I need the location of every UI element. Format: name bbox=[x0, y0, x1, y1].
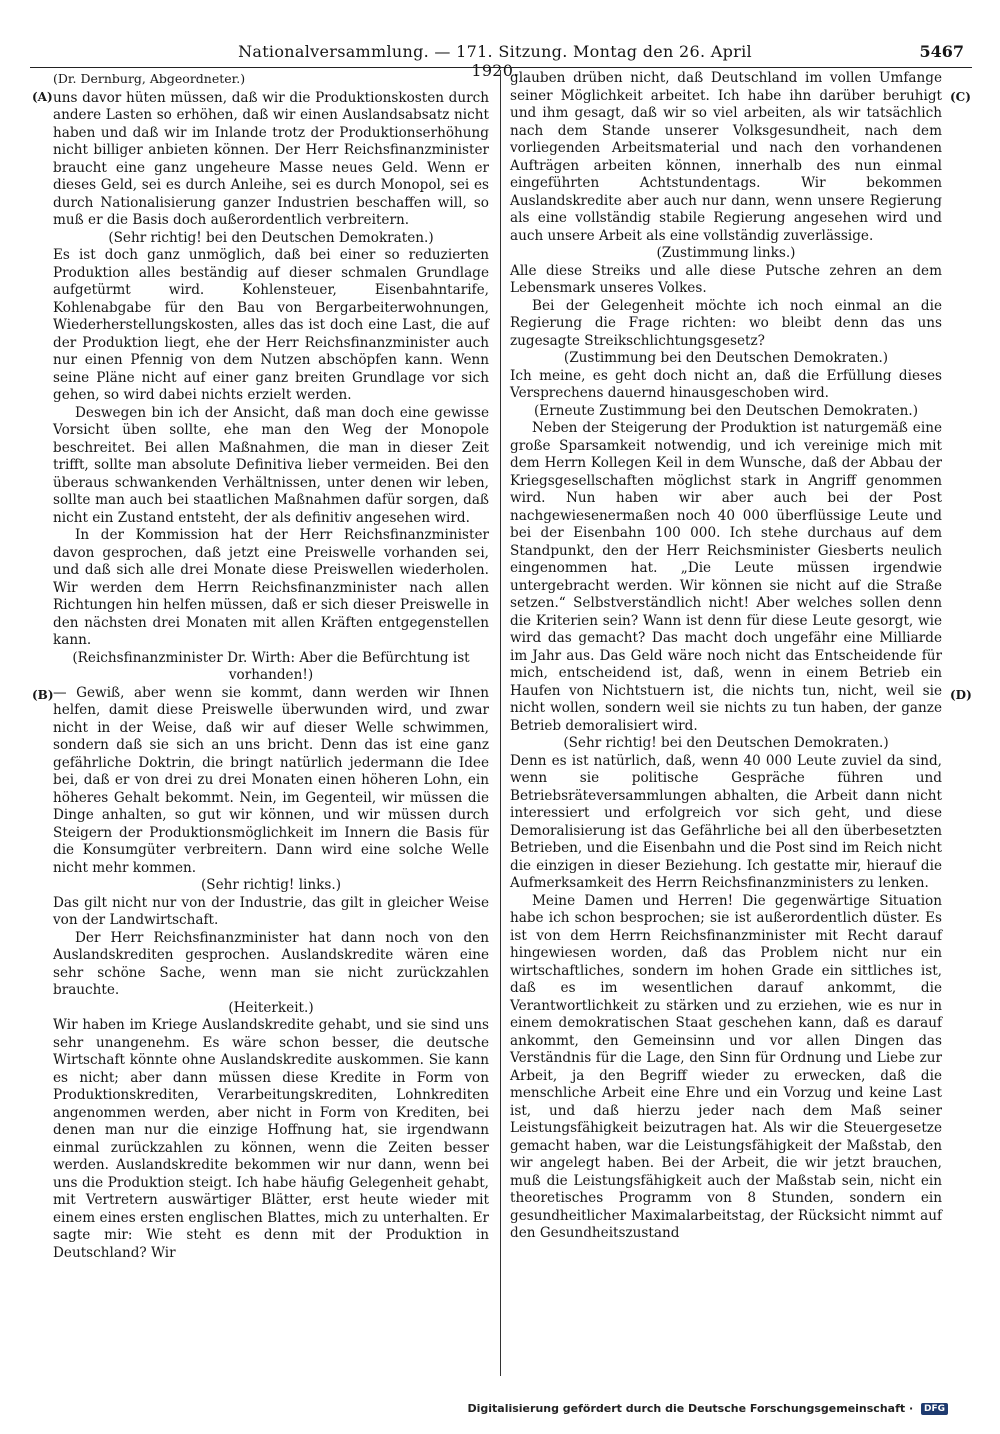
paragraph: In der Kommission hat der Herr Reichsfinanzminister davon gesprochen, daß jetzt eine Preiswelle vorhanden sei, und daß sich alle drei Monate diese Preiswellen wiederholen. Wir werden dem Herrn Reichsfinanzminister nach allen Richtungen hin helfen müssen, daß er sich dieser Preiswelle in den nächsten drei Monaten mit allen Kräften entgegenstellen kann. bbox=[53, 527, 489, 648]
left-column bbox=[53, 70, 489, 1262]
paragraph: Bei der Gelegenheit möchte ich noch einmal an die Regierung die Frage richten: wo bleibt denn das uns zugesagte Streikschlichtungsgesetz? bbox=[510, 297, 942, 349]
interjection: (Sehr richtig! bei den Deutschen Demokraten.) bbox=[108, 229, 434, 246]
interjection: (Heiterkeit.) bbox=[228, 999, 314, 1016]
margin-marker-b: (B) bbox=[32, 688, 54, 702]
interjection: (Zustimmung bei den Deutschen Demokraten.) bbox=[563, 350, 889, 366]
paragraph: glauben drüben nicht, daß Deutschland im vollen Umfange seiner Möglichkeit arbeitet. Ich habe ihn darüber beruhigt und ihm gesagt, daß wir so viel arbeiten, als wir tatsächlich nach dem Stande unserer Volksgesundheit, nach dem vorliegenden Arbeitsmaterial und nach den vorhandenen Aufträgen arbeiten können, innerhalb des nun einmal eingeführten Achtstundentags. Wir bekommen Auslandskredite aber auch nur dann, wenn unsere Regierung als eine vollständig stabile Regierung angesehen wird und auch unsere Arbeit als eine vollständig zuverlässige. bbox=[510, 70, 942, 244]
credit-text: Digitalisierung gefördert durch die Deutsche Forschungsgemeinschaft · bbox=[467, 1402, 914, 1415]
interjection: (Zustimmung links.) bbox=[656, 245, 796, 261]
right-column bbox=[510, 70, 942, 1243]
paragraph: Alle diese Streiks und alle diese Putsche zehren an dem Lebensmark unseres Volkes. bbox=[510, 262, 942, 296]
paragraph: — Gewiß, aber wenn sie kommt, dann werden wir Ihnen helfen, damit diese Preiswelle überwunden wird, und zwar nicht in der Weise, daß wir auf dieser Welle schwimmen, sondern daß sie sich an uns bricht. Denn das ist eine ganz gefährliche Doktrin, die bringt natürlich jedermann die Idee bei, daß er von drei zu drei Monaten einen höheren Lohn, ein höheres Gehalt bekommt. Nein, im Gegenteil, wir müssen die Dinge anhalten, so gut wir können, und wir müssen durch Steigern der Produktionsmöglichkeit im Innern die Basis für die Konsumgüter verbreitern. Dann wird eine solche Welle nicht mehr kommen. bbox=[53, 684, 489, 876]
interjection: (Sehr richtig! links.) bbox=[200, 877, 342, 893]
running-header: Nationalversammlung. — 171. Sitzung. Montag den 26. April 1920. bbox=[238, 42, 752, 80]
margin-marker-a: (A) bbox=[32, 90, 53, 104]
paragraph: Es ist doch ganz unmöglich, daß bei einer so reduzierten Produktion alles beständig auf dieser schmalen Grundlage aufgetürmt wird. Kohlensteuer, Eisenbahntarife, Kohlenabgabe für den Bau von Bergarbeiterwohnungen, Wiederherstellungskosten, alles das ist doch eine Last, die auf der Produktion liegt, ehe der Herr Reichsfinanzminister auch nur einen Pfennig von dem Nutzen abschöpfen kann. Wenn seine Pläne nicht auf einer ganz breiten Grundlage vor sich gehen, so wird dabei nichts erzielt werden. bbox=[53, 247, 489, 403]
paragraph: Ich meine, es geht doch nicht an, daß die Erfüllung dieses Versprechens dauernd hinausgeschoben wird. bbox=[510, 367, 942, 401]
paragraph: Denn es ist natürlich, daß, wenn 40 000 Leute zuviel da sind, wenn sie politische Gespräche führen und Betriebsräteversammlungen abhalten, die Arbeit dann nicht interessiert und erfolgreich vor sich geht, und diese Demoralisierung ist das Gefährliche bei all den überbesetzten Betrieben, und die Eisenbahn und die Post sind im Reich nicht die einzigen in dieser Beziehung. Ich gestatte mir, hierauf die Aufmerksamkeit des Herrn Reichsfinanzministers zu lenken. bbox=[510, 752, 942, 891]
paragraph: Deswegen bin ich der Ansicht, daß man doch eine gewisse Vorsicht üben sollte, ehe man den Weg der Monopole beschreitet. Bei allen Maßnahmen, die man in dieser Zeit trifft, sollte man absolute Definitiva lieber vermeiden. Bei den überaus schwankenden Verhältnissen, unter denen wir leben, sollte man auch bei staatlichen Maßnahmen dafür sorgen, daß nicht ein Zustand entsteht, der als definitiv angesehen wird. bbox=[53, 404, 489, 526]
interjection: (Erneute Zustimmung bei den Deutschen Demokraten.) bbox=[533, 402, 919, 419]
column-divider bbox=[500, 70, 501, 1376]
dfg-logo: DFG bbox=[921, 1403, 948, 1415]
speaker-line: (Dr. Dernburg, Abgeordneter.) bbox=[53, 71, 246, 86]
margin-marker-d: (D) bbox=[950, 688, 972, 702]
paragraph: Der Herr Reichsfinanzminister hat dann noch von den Auslandskrediten gesprochen. Auslandskredite wären eine sehr schöne Sache, wenn man sie nicht zurückzahlen brauchte. bbox=[53, 929, 489, 998]
digitization-credit bbox=[467, 1402, 948, 1415]
margin-marker-c: (C) bbox=[950, 90, 971, 104]
paragraph: Wir haben im Kriege Auslandskredite gehabt, und sie sind uns sehr unangenehm. Es wäre schon besser, die deutsche Wirtschaft könnte ohne Auslandskredite auskommen. Sie kann es nicht; aber dann müssen diese Kredite in Form von Produktionskrediten, Verarbeitungskrediten, Lohnkrediten angenommen werden, aber nicht in Form von Krediten, bei denen man nur die einzige Hoffnung hat, sie irgendwann einmal zurückzahlen zu können, wenn die Zeiten besser werden. Auslandskredite bekommen wir nur dann, wenn bei uns die Produktion steigt. Ich habe häufig Gelegenheit gehabt, mit Vertretern auswärtiger Blätter, erst heute wieder mit einem eines ersten englischen Blattes, mich zu unterhalten. Er sagte mir: Wie steht es denn mit der Produktion in Deutschland? Wir bbox=[53, 1017, 489, 1261]
interjection: (Reichsfinanzminister Dr. Wirth: Aber die Befürchtung ist vorhanden!) bbox=[72, 649, 470, 683]
interjection: (Sehr richtig! bei den Deutschen Demokraten.) bbox=[563, 735, 889, 751]
paragraph: uns davor hüten müssen, daß wir die Produktionskosten durch andere Lasten so erhöhen, daß wir einen Auslandsabsatz nicht haben und daß wir im Inlande trotz der Produktionserhöhung nicht billiger anbieten können. Der Herr Reichsfinanzminister braucht eine ganz ungeheure Masse neues Geld. Wenn er dieses Geld, sei es durch Anleihe, sei es durch Monopol, sei es durch Nationalisierung ganzer Industrien beschaffen will, so muß er die Basis doch außerordentlich verbreitern. bbox=[53, 89, 489, 228]
page-number: 5467 bbox=[919, 42, 964, 61]
header-rule bbox=[30, 67, 972, 68]
paragraph: Meine Damen und Herren! Die gegenwärtige Situation habe ich schon besprochen; sie ist außerordentlich düster. Es ist von dem Herrn Reichsfinanzminister mit Recht darauf hingewiesen worden, daß das Problem nicht nur ein wirtschaftliches, sondern im hohen Grade ein sittliches ist, daß es im wesentlichen darauf ankommt, die Verantwortlichkeit zu stärken und zu erziehen, wie es nur in einem demokratischen Staat geschehen kann, daß es darauf ankommt, den Gemeinsinn und vor allen Dingen das Verständnis für die Lage, den Sinn für Ordnung und Liebe zur Arbeit, ja den Begriff wieder zu erwecken, daß die menschliche Arbeit eine Ehre und ein Vorzug und keine Last ist, und daß hierzu jeder nach dem Maß seiner Leistungsfähigkeit beizutragen hat. Als wir die Steuergesetze gemacht haben, war die Leistungsfähigkeit der Maßstab, den wir angelegt haben. Bei der Arbeit, die wir jetzt brauchen, muß die Leistungsfähigkeit auch der Maßstab sein, nicht ein theoretisches Programm von 8 Stunden, sondern ein gesundheitlicher Maximalarbeitstag, der Rücksicht nimmt auf den Gesundheitszustand bbox=[510, 892, 942, 1241]
paragraph: Das gilt nicht nur von der Industrie, das gilt in gleicher Weise von der Landwirtschaft. bbox=[53, 894, 489, 928]
paragraph: Neben der Steigerung der Produktion ist naturgemäß eine große Sparsamkeit notwendig, und ich vereinige mich mit dem Herrn Kollegen Keil in dem Wunsche, daß der Abbau der Kriegsgesellschaften möglichst stark in Angriff genommen wird. Nun haben wir aber auch bei der Post nachgewiesenermaßen noch 40 000 überflüssige Leute und bei der Eisenbahn 100 000. Ich stehe durchaus auf dem Standpunkt, den der Herr Reichsminister Giesberts neulich eingenommen hat. „Die Leute müssen irgendwie untergebracht werden. Wir können sie nicht auf die Straße setzen.“ Selbstverständlich nicht! Aber welches sollen denn die Kriterien sein? Wann ist denn für diese Leute gesorgt, wie wird das gemacht? Das macht doch ungefähr eine Milliarde im Jahr aus. Das Geld wäre noch nicht das Entscheidende für mich, entscheidend ist, daß, wenn in einem Betrieb ein Haufen von Nichtstuern ist, die nichts tun, nicht, weil sie nicht wollen, sondern weil sie nichts zu tun haben, der ganze Betrieb demoralisiert wird. bbox=[510, 420, 942, 734]
